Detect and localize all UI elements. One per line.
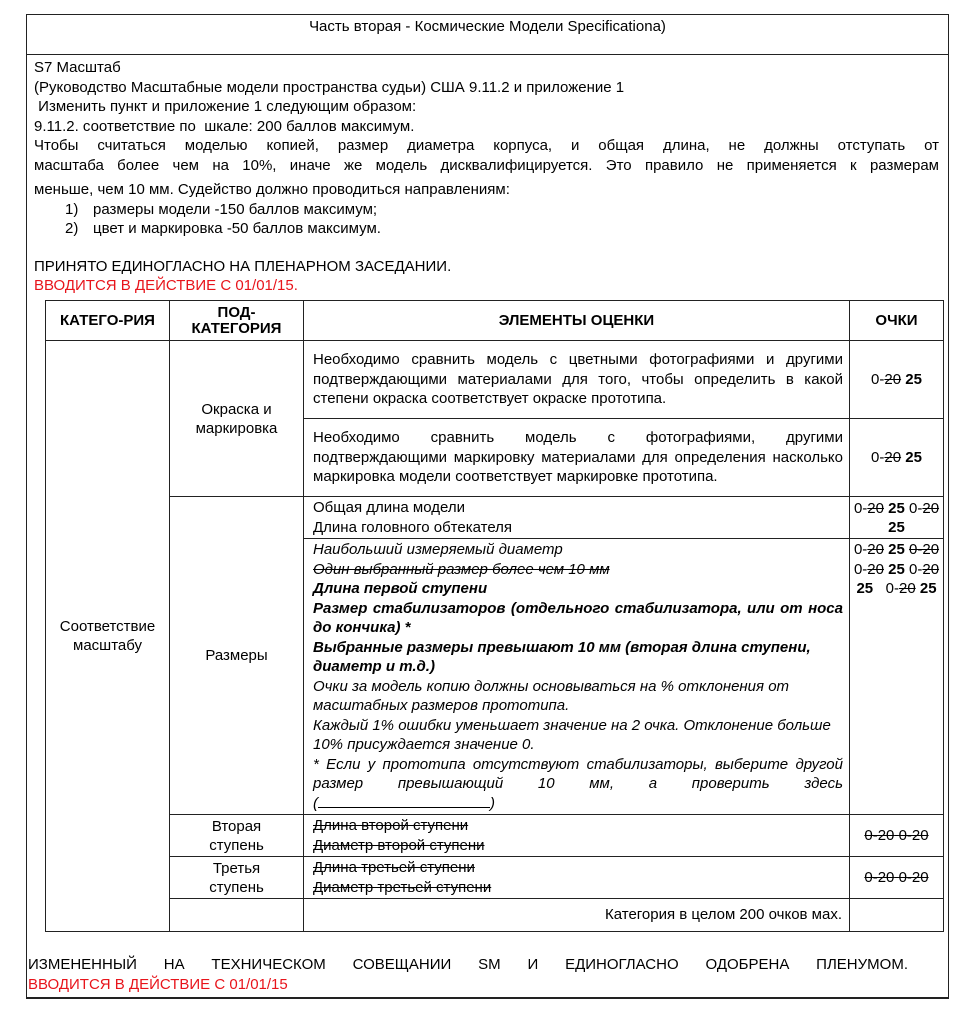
points-cell: 0-20 25 0-20 0-20 25 0-20 25 0-20 25 [850,539,944,815]
change-line: Изменить пункт и приложение 1 следующим образом: [34,98,417,115]
points-cell: 0-20 25 0-20 25 [850,497,944,539]
list-item: 2) цвет и маркировка -50 баллов максимум. [65,220,381,237]
element-group-second-stage: Длина второй ступени Диаметр второй ступени [304,815,850,857]
category-total: Категория в целом 200 очков мах. [304,899,850,932]
scoring-table [45,300,944,932]
header-category: КАТЕГО-РИЯ [46,301,170,341]
stabilizer-blank-field[interactable]: ( ) [313,794,495,812]
points-cell: 0-20 25 [850,341,944,419]
intro-section [27,55,948,296]
category-cell: Соответствие масштабу [46,341,170,932]
paragraph-line-1: Чтобы считаться моделью копией, размер диаметра корпуса, и общая длина, не должны отступать от [34,137,939,154]
subcategory-second-stage: Вторая ступень [170,815,304,857]
list-item: 1) размеры модели -150 баллов максимум; [65,200,378,218]
points-cell: 0-20 0-20 [850,815,944,857]
paragraph-line-3: меньше, чем 10 мм. Судейство должно проводиться направлениям: [34,181,510,198]
subcategory-sizes: Размеры [170,497,304,815]
table-row [46,857,944,899]
footer-effective-date: ВВОДИТСЯ В ДЕЙСТВИЕ С 01/01/15 [28,976,288,993]
table-row [46,341,944,419]
criteria-list [34,200,948,239]
points-cell: 0-20 0-20 [850,857,944,899]
element-group-third-stage: Длина третьей ступени Диаметр третьей ступени [304,857,850,899]
paragraph-line-2: масштаба более чем на 10%, иначе же модель дисквалифицируется. Это правило не применяется к размерам [34,156,939,174]
footer-section [28,955,908,995]
element-marking: Необходимо сравнить модель с фотографиями, другими подтверждающими маркировку материалами для определения насколько маркировка модели соответствует маркировке прототипа. [304,419,850,497]
header-points: ОЧКИ [850,301,944,341]
table-total-row [46,899,944,932]
effective-date-notice: ВВОДИТСЯ В ДЕЙСТВИЕ С 01/01/15. [34,277,298,294]
subcategory-coloring: Окраска и маркировка [170,341,304,497]
adopted-notice: ПРИНЯТО ЕДИНОГЛАСНО НА ПЛЕНАРНОМ ЗАСЕДАНИИ. [34,257,452,275]
empty-cell [170,899,304,932]
table-row [46,497,944,539]
element-group-lengths: Общая длина модели Длина головного обтекателя [304,497,850,539]
points-cell: 0-20 25 [850,419,944,497]
element-group-dimensions: Наибольший измеряемый диаметр Один выбранный размер более чем 10 мм Длина первой ступени Размер стабилизаторов (отдельного стабилизатора, или от носа до кончика) * Выбранные размеры превышают 10 мм (вторая длина ступени, диаметр и т.д.) Очки за модель копию должны основываться на % отклонения от масштабных размеров прототипа. Каждый 1% ошибки уменьшает значение на 2 очка. Отклонение больше 10% присуждается значение 0. * Если у прототипа отсутствуют стабилизаторы, выберите другой размер превышающий 10 мм, а проверить здесь ( ) [304,539,850,815]
section-heading: S7 Масштаб [34,59,121,76]
document-frame [26,14,949,999]
header-elements: ЭЛЕМЕНТЫ ОЦЕНКИ [304,301,850,341]
empty-cell [850,899,944,932]
header-subcategory: ПОД-КАТЕГОРИЯ [170,301,304,341]
element-coloring: Необходимо сравнить модель с цветными фотографиями и другими подтверждающими материалами для того, чтобы определить в какой степени окраска соответствует окраске прототипа. [304,341,850,419]
amended-notice: ИЗМЕНЕННЫЙ НА ТЕХНИЧЕСКОМ СОВЕЩАНИИ SM И ЕДИНОГЛАСНО ОДОБРЕНА ПЛЕНУМОМ. [28,956,908,973]
table-row [46,815,944,857]
reference-line: (Руководство Масштабные модели пространства судьи) США 9.11.2 и приложение 1 [34,78,625,96]
clause-line: 9.11.2. соответствие по шкале: 200 баллов максимум. [34,117,415,135]
table-header-row [46,301,944,341]
document-title: Часть вторая - Космические Модели Specificationa) [27,15,948,55]
subcategory-third-stage: Третья ступень [170,857,304,899]
